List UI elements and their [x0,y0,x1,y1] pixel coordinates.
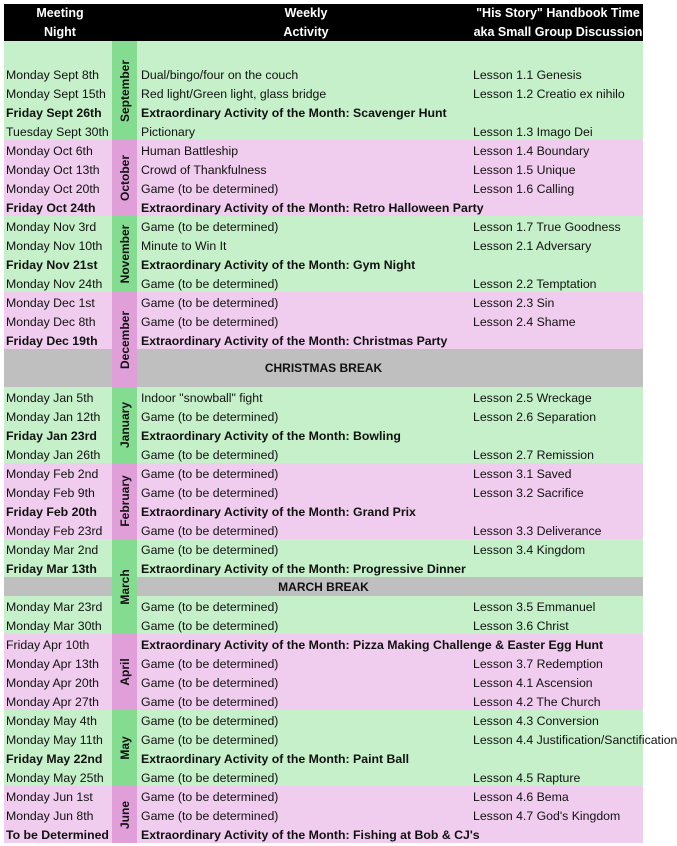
header-weekly-label: Weekly [284,6,328,20]
activity-text: Game (to be determined) [141,410,279,424]
lesson-text: Lesson 3.2 Sacrifice [473,486,584,500]
header-handbook-time [473,4,643,41]
month-name: June [117,800,132,829]
meeting-date: Monday Jan 5th [6,391,94,405]
table-row [4,558,643,577]
activity-text: Dual/bingo/four on the couch [141,68,299,82]
activity-text: Human Battleship [141,144,239,158]
activity-text: Extraordinary Activity of the Month: Pizza Making Challenge & Easter Egg Hunt [141,638,604,652]
month-label-september [112,41,137,140]
table-row [4,501,643,520]
month-label-february [112,463,137,539]
meeting-date: Friday Nov 21st [6,258,98,272]
meeting-date [6,41,110,64]
month-label-march [112,539,137,634]
month-name: September [117,59,132,122]
month-name: November [117,224,132,284]
meeting-date: Monday May 25th [6,771,104,785]
table-row [4,482,643,501]
lesson-text: Lesson 4.6 Bema [473,790,569,804]
activity-text: Extraordinary Activity of the Month: Fishing at Bob & CJ's [141,828,480,842]
activity-text: Game (to be determined) [141,733,279,747]
lesson-text: Lesson 4.3 Conversion [473,714,599,728]
activity-text: Game (to be determined) [141,657,279,671]
activity-text: Game (to be determined) [141,676,279,690]
activity-text: Game (to be determined) [141,790,279,804]
table-row [4,178,643,197]
lesson-text: Lesson 3.5 Emmanuel [473,600,596,614]
meeting-date: Monday Nov 3rd [6,220,97,234]
break-banner: CHRISTMAS BREAK [4,349,643,387]
lesson-text [473,41,643,64]
lesson-text: Lesson 1.1 Genesis [473,68,582,82]
activity-text: Game (to be determined) [141,296,279,310]
activity-text: Crowd of Thankfulness [141,163,267,177]
month-name: October [117,154,132,202]
table-row [4,64,643,83]
lesson-text [473,254,643,273]
meeting-date: Monday Feb 9th [6,486,95,500]
meeting-date: Friday Apr 10th [6,638,90,652]
table-row [4,387,643,406]
table-row [4,520,643,539]
table-row [4,444,643,463]
table-row [4,425,643,444]
table-row [4,615,643,634]
activity-text: Game (to be determined) [141,467,279,481]
month-label-may [112,710,137,786]
meeting-date: To be Determined [6,828,109,842]
lesson-text [473,501,643,520]
lesson-text: Lesson 1.3 Imago Dei [473,125,593,139]
meeting-date: Monday Jun 1st [6,790,93,804]
table-row [4,786,643,805]
table-row [4,197,643,216]
header-meeting-night [4,4,116,41]
table-row [4,159,643,178]
header-meeting-label: Meeting [36,6,84,20]
table-row [4,463,643,482]
table-row [4,596,643,615]
table-row [4,691,643,710]
lesson-text: Lesson 1.5 Unique [473,163,576,177]
activity-text: Extraordinary Activity of the Month: Progressive Dinner [141,562,466,576]
meeting-date: Friday Feb 20th [6,505,97,519]
month-name: February [117,475,132,527]
activity-text: Extraordinary Activity of the Month: Paint Ball [141,752,410,766]
meeting-date: Monday Oct 20th [6,182,100,196]
table-row [4,824,643,843]
activity-text: Game (to be determined) [141,220,279,234]
month-name: January [117,401,132,449]
activity-text: Game (to be determined) [141,543,279,557]
month-label-june [112,786,137,843]
month-label-november [112,216,137,292]
activity-text: Game (to be determined) [141,315,279,329]
lesson-text: Lesson 2.4 Shame [473,315,576,329]
month-name: May [117,736,132,760]
activity-text [141,41,471,64]
lesson-text [473,102,643,121]
meeting-date: Monday Oct 6th [6,144,93,158]
month-name: December [117,310,132,369]
activity-text: Game (to be determined) [141,695,279,709]
table-row [4,729,677,748]
table-row [4,216,643,235]
lesson-text: Lesson 3.1 Saved [473,467,572,481]
meeting-date: Friday Mar 13th [6,562,97,576]
table-row [4,672,643,691]
meeting-date: Monday Apr 20th [6,676,99,690]
meeting-date: Monday Mar 30th [6,619,102,633]
lesson-text: Lesson 3.6 Christ [473,619,569,633]
meeting-date: Monday Apr 27th [6,695,99,709]
table-row [4,140,643,159]
activity-text: Game (to be determined) [141,771,279,785]
meeting-date: Monday Oct 13th [6,163,100,177]
lesson-text: Lesson 4.4 Justification/Sanctification [473,733,677,747]
meeting-date: Monday Jun 8th [6,809,94,823]
meeting-date: Friday Dec 19th [6,334,98,348]
lesson-text: Lesson 4.1 Ascension [473,676,593,690]
activity-text: Extraordinary Activity of the Month: Scavenger Hunt [141,106,447,120]
table-row [4,767,643,786]
table-row [4,292,643,311]
activity-text: Minute to Win It [141,239,227,253]
meeting-date: Monday Feb 2nd [6,467,99,481]
meeting-date: Monday May 11th [6,733,103,747]
table-row [4,41,643,64]
activity-text: Pictionary [141,125,195,139]
lesson-text: Lesson 2.5 Wreckage [473,391,592,405]
header-handbook-label: "His Story" Handbook Time [476,6,640,20]
lesson-text [473,634,643,653]
month-name: March [117,568,132,605]
header-night-label: Night [44,24,76,39]
table-row [4,748,643,767]
table-row [4,406,643,425]
meeting-date: Monday May 4th [6,714,97,728]
table-row [4,102,643,121]
activity-text: Game (to be determined) [141,600,279,614]
table-row [4,330,643,349]
meeting-date: Monday Sept 8th [6,68,99,82]
header-weekly-activity [141,4,471,41]
activity-text: Game (to be determined) [141,524,279,538]
table-row [4,710,643,729]
activity-text: Game (to be determined) [141,486,279,500]
meeting-date: Friday May 22nd [6,752,103,766]
lesson-text: Lesson 1.6 Calling [473,182,575,196]
lesson-text [473,558,643,577]
lesson-text: Lesson 4.7 God's Kingdom [473,809,621,823]
meeting-date: Monday Jan 12th [6,410,101,424]
activity-text: Game (to be determined) [141,182,279,196]
break-banner: MARCH BREAK [4,577,643,596]
table-row [4,805,643,824]
table-row [4,83,643,102]
header-small-group-label: aka Small Group Discussion [473,24,643,39]
lesson-text [473,197,643,216]
table-row [4,311,643,330]
month-label-october [112,140,137,216]
activity-text: Indoor "snowball" fight [141,391,263,405]
meeting-date: Friday Sept 26th [6,106,102,120]
table-row [4,254,643,273]
lesson-text: Lesson 3.4 Kingdom [473,543,586,557]
meeting-date: Monday Mar 23rd [6,600,103,614]
meeting-date: Monday Dec 1st [6,296,95,310]
meeting-date: Monday Sept 15th [6,87,106,101]
activity-text: Extraordinary Activity of the Month: Christmas Party [141,334,448,348]
table-row [4,235,643,254]
lesson-text: Lesson 3.7 Redemption [473,657,603,671]
month-label-january [112,387,137,463]
meeting-date: Tuesday Sept 30th [6,125,109,139]
activity-text: Game (to be determined) [141,448,279,462]
activity-text: Extraordinary Activity of the Month: Grand Prix [141,505,416,519]
table-row [4,539,643,558]
table-row [4,653,643,672]
table-row [4,273,643,292]
activity-text: Game (to be determined) [141,714,279,728]
lesson-text: Lesson 4.5 Rapture [473,771,581,785]
meeting-date: Monday Jan 26th [6,448,101,462]
meeting-date: Friday Oct 24th [6,201,96,215]
meeting-date: Monday Nov 10th [6,239,103,253]
meeting-date: Monday Dec 8th [6,315,96,329]
lesson-text: Lesson 2.2 Temptation [473,277,597,291]
table-row [4,634,643,653]
activity-text: Game (to be determined) [141,277,279,291]
activity-text: Game (to be determined) [141,809,279,823]
meeting-date: Friday Jan 23rd [6,429,97,443]
meeting-date: Monday Apr 13th [6,657,99,671]
lesson-text: Lesson 3.3 Deliverance [473,524,602,538]
activity-text: Game (to be determined) [141,619,279,633]
lesson-text: Lesson 2.1 Adversary [473,239,592,253]
lesson-text: Lesson 1.7 True Goodness [473,220,621,234]
month-label-december [112,292,137,387]
month-label-april [112,634,137,710]
lesson-text: Lesson 2.3 Sin [473,296,555,310]
lesson-text [473,330,643,349]
activity-text: Red light/Green light, glass bridge [141,87,327,101]
lesson-text [473,748,643,767]
lesson-text [473,425,643,444]
activity-text: Extraordinary Activity of the Month: Gym Night [141,258,416,272]
lesson-text: Lesson 2.6 Separation [473,410,597,424]
meeting-date: Monday Feb 23rd [6,524,103,538]
month-name: April [117,658,132,686]
lesson-text [473,824,643,843]
lesson-text: Lesson 1.2 Creatio ex nihilo [473,87,625,101]
lesson-text: Lesson 2.7 Remission [473,448,594,462]
activity-text: Extraordinary Activity of the Month: Bowling [141,429,401,443]
table-row [4,121,643,140]
lesson-text: Lesson 1.4 Boundary [473,144,590,158]
meeting-date: Monday Nov 24th [6,277,103,291]
lesson-text: Lesson 4.2 The Church [473,695,601,709]
table-header [4,4,643,41]
meeting-date: Monday Mar 2nd [6,543,99,557]
header-activity-label: Activity [283,24,329,39]
activity-text: Extraordinary Activity of the Month: Retro Halloween Party [141,201,484,215]
